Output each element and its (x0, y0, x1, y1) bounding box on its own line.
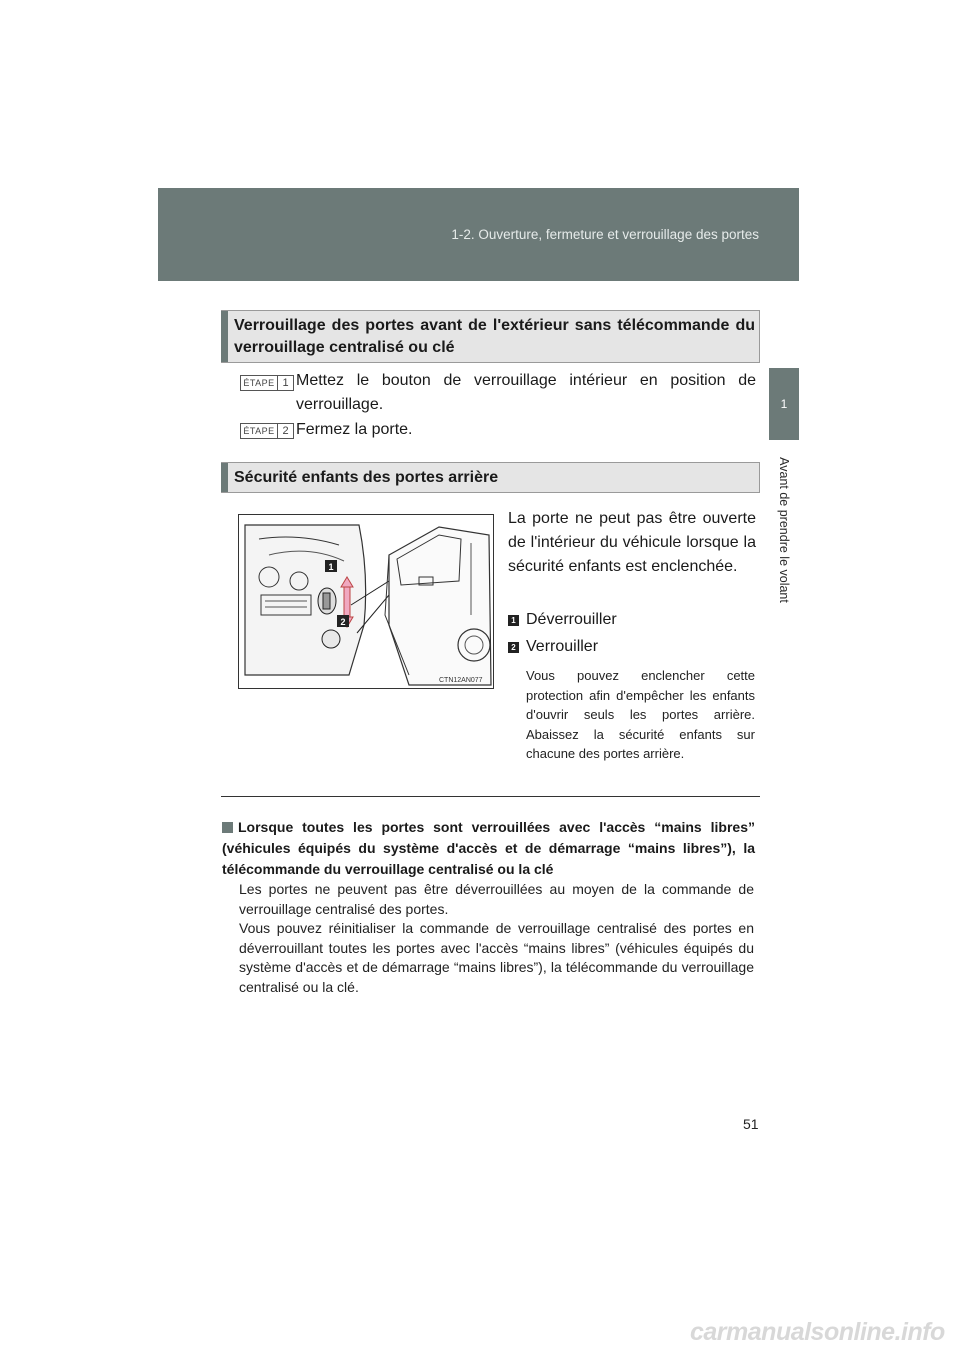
step-badge-number: 2 (282, 425, 289, 437)
callout-2: 2 (340, 617, 346, 627)
bullet-square-icon (222, 822, 233, 833)
legend-item-lock (508, 638, 598, 656)
watermark: carmanualsonline.info (690, 1318, 945, 1346)
info-paragraph-2: Vous pouvez réinitialiser la commande de verrouillage centralisé des portes en déverrouillant toutes les portes avec l'accès “mains libres” (véhicules équipés du système d'accès et de démarrage “mains libres”), la télécommande du verrouillage centralisé ou la clé. (239, 920, 754, 995)
callout-1: 1 (328, 562, 334, 572)
info-title-text: Lorsque toutes les portes sont verrouillées avec l'accès “mains libres” (véhicules équipés du système d'accès et de démarrage “mains libres”), la télécommande du verrouillage centralisé ou la clé (222, 819, 755, 877)
info-title (222, 817, 755, 880)
legend-label: Verrouiller (526, 638, 599, 655)
section-heading-text: Sécurité enfants des portes arrière (234, 469, 499, 486)
chapter-tab: 1 (769, 368, 799, 440)
legend-number: 2 (508, 642, 519, 653)
page-number: 51 (743, 1116, 759, 1132)
page-header (158, 188, 799, 281)
legend-item-unlock (508, 611, 617, 629)
section-heading-door-lock (221, 310, 760, 363)
child-lock-illustration (238, 514, 494, 689)
child-lock-description: La porte ne peut pas être ouverte de l'intérieur du véhicule lorsque la sécurité enfants est enclenchée. (508, 510, 756, 575)
child-lock-drawing (239, 515, 493, 688)
section-heading-text: Verrouillage des portes avant de l'extérieur sans télécommande du verrouillage centralisé ou clé (234, 317, 755, 356)
legend-label: Déverrouiller (526, 611, 617, 628)
step-1-text: Mettez le bouton de verrouillage intérieur en position de verrouillage. (296, 372, 756, 413)
step-badge-word: ÉTAPE (241, 376, 278, 390)
chapter-title: Avant de prendre le volant (777, 457, 791, 603)
info-paragraph-1: Les portes ne peuvent pas être déverrouillées au moyen de la commande de verrouillage centralisé des portes. (239, 881, 754, 917)
step-badge-1 (240, 375, 294, 391)
step-2-text: Fermez la porte. (296, 421, 413, 438)
step-badge-word: ÉTAPE (241, 424, 278, 438)
step-badge-2 (240, 423, 294, 439)
legend-number: 1 (508, 615, 519, 626)
step-badge-number: 1 (282, 377, 289, 389)
divider (221, 796, 760, 797)
child-lock-note: Vous pouvez enclencher cette protection afin d'empêcher les enfants d'ouvrir seuls les portes arrière. Abaissez la sécurité enfants sur chacune des portes arrière. (526, 668, 755, 761)
header-section-title: 1-2. Ouverture, fermeture et verrouillage des portes (451, 227, 759, 242)
figure-code: CTN12AN077 (439, 677, 483, 684)
section-heading-child-lock (221, 462, 760, 493)
